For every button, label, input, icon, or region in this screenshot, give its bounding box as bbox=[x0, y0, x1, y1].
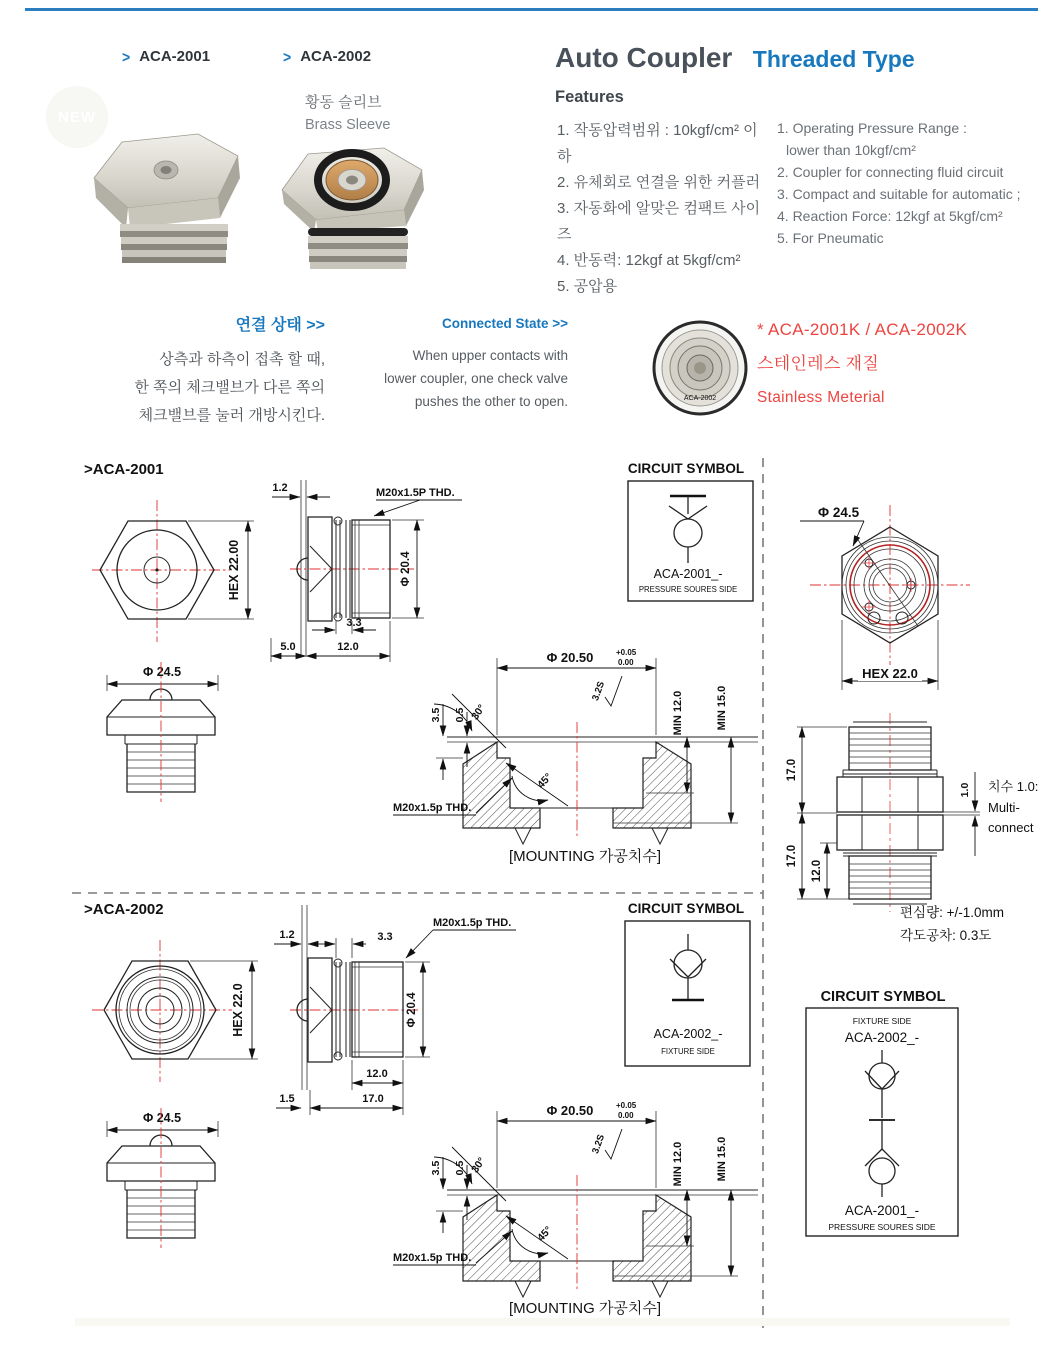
feature-item: 3. Compact and suitable for automatic ; bbox=[777, 186, 1021, 202]
stainless-note-line2: 스테인레스 재질 bbox=[757, 354, 880, 373]
bottom-band bbox=[75, 1318, 1010, 1326]
coupler-photo-art bbox=[282, 148, 424, 269]
dim-3-5: 3.5 bbox=[430, 707, 442, 723]
right-top-view bbox=[800, 505, 970, 690]
aca2001-mounting-section bbox=[393, 648, 758, 865]
connected-state-en bbox=[340, 316, 568, 413]
features-heading: Features bbox=[555, 88, 624, 106]
circuit-side-label: PRESSURE SOURES SIDE bbox=[638, 585, 738, 594]
feature-item: 1. Operating Pressure Range : bbox=[777, 120, 967, 136]
coupler-topview-art bbox=[654, 322, 746, 414]
circuit-top-side: FIXTURE SIDE bbox=[852, 1016, 912, 1026]
title-main: Auto Coupler bbox=[555, 42, 733, 73]
aca2002-bottom-view bbox=[107, 1108, 218, 1248]
thread-label: M20x1.5p THD. bbox=[393, 802, 472, 814]
stainless-note bbox=[757, 313, 1057, 415]
product-link-aca2001[interactable] bbox=[122, 48, 210, 65]
angle-tolerance-note: 각도공차: 0.3도 bbox=[900, 928, 992, 943]
top-rule bbox=[25, 8, 1038, 11]
feature-item: 5. For Pneumatic bbox=[777, 230, 884, 246]
stainless-note-line1: * ACA-2001K / ACA-2002K bbox=[757, 320, 968, 339]
asterisk-icon: * bbox=[757, 320, 764, 339]
chevron-right-icon: > bbox=[122, 47, 131, 66]
dim-17-top: 17.0 bbox=[786, 758, 798, 782]
connected-state-kr-line: 상측과 하측이 접촉 할 때, bbox=[159, 351, 325, 368]
angle-30: 30° bbox=[469, 702, 489, 723]
dim-0-5: 0.5 bbox=[454, 707, 466, 723]
product-link-aca2002[interactable] bbox=[283, 48, 371, 65]
connected-state-en-line: lower coupler, one check valve bbox=[384, 371, 568, 386]
dim-1-2: 1.2 bbox=[279, 929, 295, 941]
product-link-label: ACA-2002 bbox=[300, 48, 372, 65]
connected-state-en-title: Connected State >> bbox=[441, 316, 568, 331]
aca2002-side-view bbox=[274, 905, 516, 1115]
aca2002-heading: >ACA-2002 bbox=[84, 901, 164, 918]
dim-phi245: Φ 24.5 bbox=[142, 665, 182, 679]
dim-phi245: Φ 24.5 bbox=[142, 1111, 182, 1125]
connected-state-kr-line: 체크밸브를 눌러 개방시킨다. bbox=[138, 407, 325, 424]
feature-item: 3. 자동화에 알맞은 컴팩트 사이즈 bbox=[557, 200, 761, 243]
aca2002-circuit-symbol bbox=[625, 901, 750, 1066]
page-title bbox=[555, 42, 915, 74]
features-list-en bbox=[777, 117, 1047, 249]
multi-connect-view bbox=[786, 713, 1038, 943]
surface-finish: 3.2S bbox=[590, 680, 608, 703]
angle-30: 30° bbox=[469, 1155, 489, 1176]
eccentricity-note: 편심량: +/-1.0mm bbox=[900, 905, 1005, 920]
coupler-photo-art bbox=[94, 134, 240, 263]
brass-sleeve-label bbox=[305, 92, 390, 136]
dim-phi245: Φ 24.5 bbox=[818, 505, 860, 520]
combined-circuit-symbol bbox=[806, 989, 958, 1236]
dim-hex: HEX 22.00 bbox=[227, 539, 241, 601]
circuit-model: ACA-2002_- bbox=[653, 1027, 723, 1041]
angle-45: 45° bbox=[534, 771, 555, 791]
aca2002-mounting-section bbox=[393, 1101, 758, 1317]
dim-min12: MIN 12.0 bbox=[672, 1141, 684, 1187]
note-en1: Multi- bbox=[988, 800, 1020, 815]
thread-label: M20x1.5p THD. bbox=[393, 1252, 472, 1264]
connected-state-kr-line: 한 쪽의 체크밸브가 다른 쪽의 bbox=[134, 379, 325, 396]
aca2001-circuit-symbol bbox=[628, 461, 753, 601]
product-link-label: ACA-2001 bbox=[139, 48, 211, 65]
dim-17-bottom: 17.0 bbox=[786, 844, 798, 868]
circuit-bottom-side: PRESSURE SOURES SIDE bbox=[828, 1222, 936, 1232]
photo-engraving: ACA-2002 bbox=[683, 395, 717, 402]
dim-3-3: 3.3 bbox=[346, 617, 362, 629]
dim-1-0: 1.0 bbox=[959, 782, 971, 798]
connected-state-kr-title: 연결 상태 >> bbox=[235, 317, 325, 334]
dim-0-5: 0.5 bbox=[454, 1160, 466, 1176]
feature-item: 1. 작동압력범위 : 10kgf/cm² 이하 bbox=[557, 122, 758, 165]
thread-label: M20x1.5P THD. bbox=[376, 487, 455, 499]
brass-sleeve-kr: 황동 슬리브 bbox=[305, 94, 382, 111]
dim-12-0: 12.0 bbox=[337, 641, 359, 653]
title-sub: Threaded Type bbox=[752, 46, 915, 72]
tol-up: +0.05 bbox=[616, 648, 637, 657]
circuit-side-label: FIXTURE SIDE bbox=[661, 1047, 715, 1056]
tol-up: +0.05 bbox=[616, 1101, 637, 1110]
photo-round-topview bbox=[650, 318, 750, 418]
dim-1-5: 1.5 bbox=[279, 1093, 295, 1105]
angle-45: 45° bbox=[534, 1224, 555, 1244]
dim-hex: HEX 22.0 bbox=[862, 666, 918, 681]
note-en2: connect bbox=[988, 820, 1034, 835]
tol-dn: 0.00 bbox=[618, 1111, 634, 1120]
dim-phi204: Φ 20.4 bbox=[406, 992, 418, 1028]
stainless-note-line3: Stainless Meterial bbox=[757, 389, 885, 406]
dim-min15: MIN 15.0 bbox=[716, 685, 728, 731]
dim-phi2050: Φ 20.50 bbox=[546, 650, 594, 665]
photo-aca2001 bbox=[66, 124, 264, 272]
circuit-heading: CIRCUIT SYMBOL bbox=[627, 461, 745, 476]
aca2001-side-view bbox=[271, 480, 462, 662]
new-badge: NEW bbox=[46, 86, 108, 148]
circuit-heading: CIRCUIT SYMBOL bbox=[820, 989, 946, 1005]
feature-item: lower than 10kgf/cm² bbox=[786, 142, 916, 158]
dim-12-0: 12.0 bbox=[366, 1068, 388, 1080]
dim-hex: HEX 22.0 bbox=[231, 983, 245, 1037]
connected-state-en-line: When upper contacts with bbox=[412, 348, 568, 363]
technical-drawings bbox=[0, 450, 1062, 1352]
dim-5-0: 5.0 bbox=[280, 641, 296, 653]
dim-min15: MIN 15.0 bbox=[716, 1136, 728, 1182]
feature-item: 2. 유체회로 연결을 위한 커플러 bbox=[557, 174, 761, 191]
tol-dn: 0.00 bbox=[618, 658, 634, 667]
aca2001-bottom-view bbox=[107, 662, 218, 802]
aca2001-heading: >ACA-2001 bbox=[84, 461, 164, 478]
connected-state-kr bbox=[55, 312, 325, 430]
dim-min12: MIN 12.0 bbox=[672, 690, 684, 736]
connected-state-en-line: pushes the other to open. bbox=[414, 394, 568, 409]
dim-3-3: 3.3 bbox=[377, 931, 393, 943]
circuit-bottom-model: ACA-2001_- bbox=[844, 1203, 920, 1218]
dim-17-0: 17.0 bbox=[362, 1093, 384, 1105]
circuit-model: ACA-2001_- bbox=[653, 567, 723, 581]
mounting-caption: [MOUNTING 가공치수] bbox=[508, 848, 662, 865]
note-kr: 치수 1.0: bbox=[988, 779, 1039, 794]
feature-item: 4. 반동력: 12kgf at 5kgf/cm² bbox=[557, 252, 741, 269]
dim-12: 12.0 bbox=[811, 859, 823, 883]
photo-aca2002 bbox=[262, 132, 440, 274]
feature-item: 2. Coupler for connecting fluid circuit bbox=[777, 164, 1004, 180]
brass-sleeve-en: Brass Sleeve bbox=[305, 117, 391, 133]
feature-item: 5. 공압용 bbox=[557, 278, 618, 295]
circuit-heading: CIRCUIT SYMBOL bbox=[627, 901, 745, 916]
dim-1-2: 1.2 bbox=[272, 482, 288, 494]
feature-item: 4. Reaction Force: 12kgf at 5kgf/cm² bbox=[777, 208, 1003, 224]
dim-3-5: 3.5 bbox=[430, 1160, 442, 1176]
aca2002-front-view bbox=[92, 940, 258, 1082]
dim-phi204: Φ 20.4 bbox=[400, 551, 412, 587]
aca2001-front-view bbox=[92, 500, 254, 642]
features-list-kr bbox=[557, 118, 772, 300]
mounting-caption: [MOUNTING 가공치수] bbox=[508, 1300, 662, 1317]
thread-label: M20x1.5p THD. bbox=[433, 917, 512, 929]
dim-phi2050: Φ 20.50 bbox=[546, 1103, 594, 1118]
chevron-right-icon: > bbox=[283, 47, 292, 66]
surface-finish: 3.2S bbox=[590, 1133, 608, 1156]
circuit-top-model: ACA-2002_- bbox=[844, 1030, 920, 1045]
